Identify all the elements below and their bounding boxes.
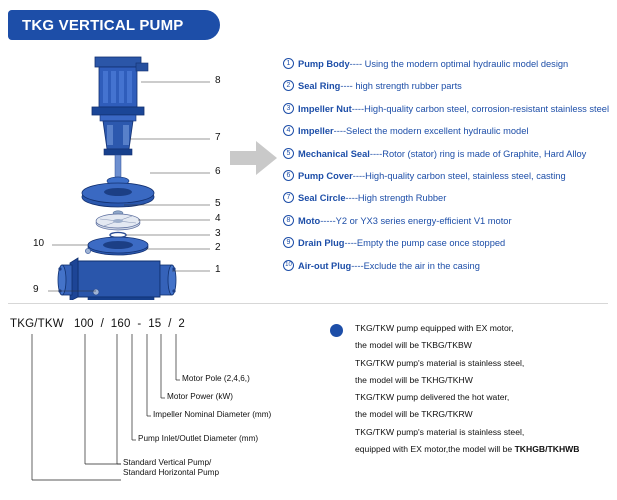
legend-number-icon: 6 xyxy=(283,170,294,181)
note-line-3: TKG/TKW pump's material is stainless steel, xyxy=(355,357,525,368)
legend-number-icon: 2 xyxy=(283,80,294,91)
callout-2: 2 xyxy=(215,242,221,253)
pump-exploded-diagram xyxy=(0,45,240,300)
legend-desc: ---- Using the modern optimal hydraulic model design xyxy=(349,59,569,69)
legend-number-icon: 10 xyxy=(283,260,294,271)
legend-item-9 xyxy=(283,237,617,249)
note-line-2: the model will be TKBG/TKBW xyxy=(355,340,472,351)
model-code-breakdown xyxy=(10,310,272,495)
callout-7: 7 xyxy=(215,132,221,143)
callout-10: 10 xyxy=(33,238,45,249)
note-line-8 xyxy=(330,441,617,458)
legend-label: Moto xyxy=(298,215,321,226)
legend-item-1 xyxy=(283,58,617,70)
callout-1: 1 xyxy=(215,264,221,275)
model-part-series: TKG/TKW xyxy=(10,318,64,330)
legend-desc: ----High-quality carbon steel, corrosion-resistant stainless steel xyxy=(351,103,610,114)
model-desc-standard-1: Standard Vertical Pump/ xyxy=(123,458,212,467)
model-desc-motor-pole: Motor Pole (2,4,6,) xyxy=(182,374,250,383)
callout-6: 6 xyxy=(215,166,221,177)
legend-number-icon: 1 xyxy=(283,58,294,69)
legend-item-10 xyxy=(283,260,617,272)
page-title-bar xyxy=(8,10,220,40)
legend-item-4 xyxy=(283,125,617,137)
legend-number-icon: 9 xyxy=(283,237,294,248)
legend-label: Seal Circle xyxy=(298,193,346,204)
legend-label: Pump Body xyxy=(298,59,350,69)
legend-item-8 xyxy=(283,215,617,227)
model-part-pole: 2 xyxy=(178,318,186,330)
callout-5: 5 xyxy=(215,198,221,209)
legend-number-icon: 7 xyxy=(283,192,294,203)
legend-label: Pump Cover xyxy=(298,170,353,181)
model-desc-standard-2: Standard Horizontal Pump xyxy=(123,468,220,477)
legend-item-5 xyxy=(283,148,617,160)
model-desc-impeller-dia: Impeller Nominal Diameter (mm) xyxy=(153,410,272,419)
model-sep-2: - xyxy=(137,318,142,330)
legend-desc: -----Y2 or YX3 series energy-efficient V1 motor xyxy=(320,215,512,226)
legend-desc: ----High strength Rubber xyxy=(345,193,447,204)
model-part-power: 15 xyxy=(148,318,162,330)
model-sep-3: / xyxy=(168,318,172,330)
legend-item-6 xyxy=(283,170,617,182)
model-part-inlet: 100 xyxy=(73,318,94,330)
callout-8: 8 xyxy=(215,75,221,86)
arrow-icon xyxy=(230,140,278,176)
model-desc-motor-power: Motor Power (kW) xyxy=(167,392,233,401)
bullet-dot-icon xyxy=(330,324,343,337)
legend-label: Mechanical Seal xyxy=(298,148,370,159)
legend-desc: ----Select the modern excellent hydraulic model xyxy=(333,126,529,137)
legend-label: Seal Ring xyxy=(298,81,341,92)
parts-legend xyxy=(283,58,617,282)
legend-label: Air-out Plug xyxy=(298,260,352,271)
legend-desc: ---- high strength rubber parts xyxy=(340,81,462,92)
note-line-6: the model will be TKRG/TKRW xyxy=(355,409,473,420)
callout-3: 3 xyxy=(215,228,221,239)
note-line-1: TKG/TKW pump equipped with EX motor, xyxy=(355,323,514,333)
note-line-8-text: equipped with EX motor,the model will be xyxy=(355,444,515,455)
callout-4: 4 xyxy=(215,213,221,224)
legend-desc: ----High-quality carbon steel, stainless steel, casting xyxy=(352,170,566,181)
callout-9: 9 xyxy=(33,284,39,295)
legend-number-icon: 5 xyxy=(283,148,294,159)
legend-number-icon: 4 xyxy=(283,125,294,136)
legend-label: Impeller Nut xyxy=(298,103,352,114)
note-line-5: TKG/TKW pump delivered the hot water, xyxy=(355,392,510,403)
legend-item-7 xyxy=(283,192,617,204)
note-line-7: TKG/TKW pump's material is stainless steel, xyxy=(355,426,525,437)
legend-number-icon: 3 xyxy=(283,103,294,114)
legend-number-icon: 8 xyxy=(283,215,294,226)
model-desc-inlet-outlet: Pump Inlet/Outlet Diameter (mm) xyxy=(138,434,259,443)
pump-diagram-svg xyxy=(0,45,240,300)
legend-desc: ----Exclude the air in the casing xyxy=(351,260,480,271)
model-sep-1: / xyxy=(100,318,104,330)
legend-item-2 xyxy=(283,80,617,92)
model-part-impeller: 160 xyxy=(110,318,131,330)
note-line-8-bold: TKHGB/TKHWB xyxy=(514,444,580,455)
legend-label: Drain Plug xyxy=(298,238,345,249)
legend-desc: ----Empty the pump case once stopped xyxy=(344,238,506,249)
divider xyxy=(8,303,608,304)
note-line-4: the model will be TKHG/TKHW xyxy=(355,374,473,385)
model-variant-notes xyxy=(330,320,617,458)
page-title: TKG VERTICAL PUMP xyxy=(22,16,184,34)
legend-item-3 xyxy=(283,103,617,115)
legend-desc: ----Rotor (stator) ring is made of Graphite, Hard Alloy xyxy=(369,148,587,159)
legend-label: Impeller xyxy=(298,126,334,137)
